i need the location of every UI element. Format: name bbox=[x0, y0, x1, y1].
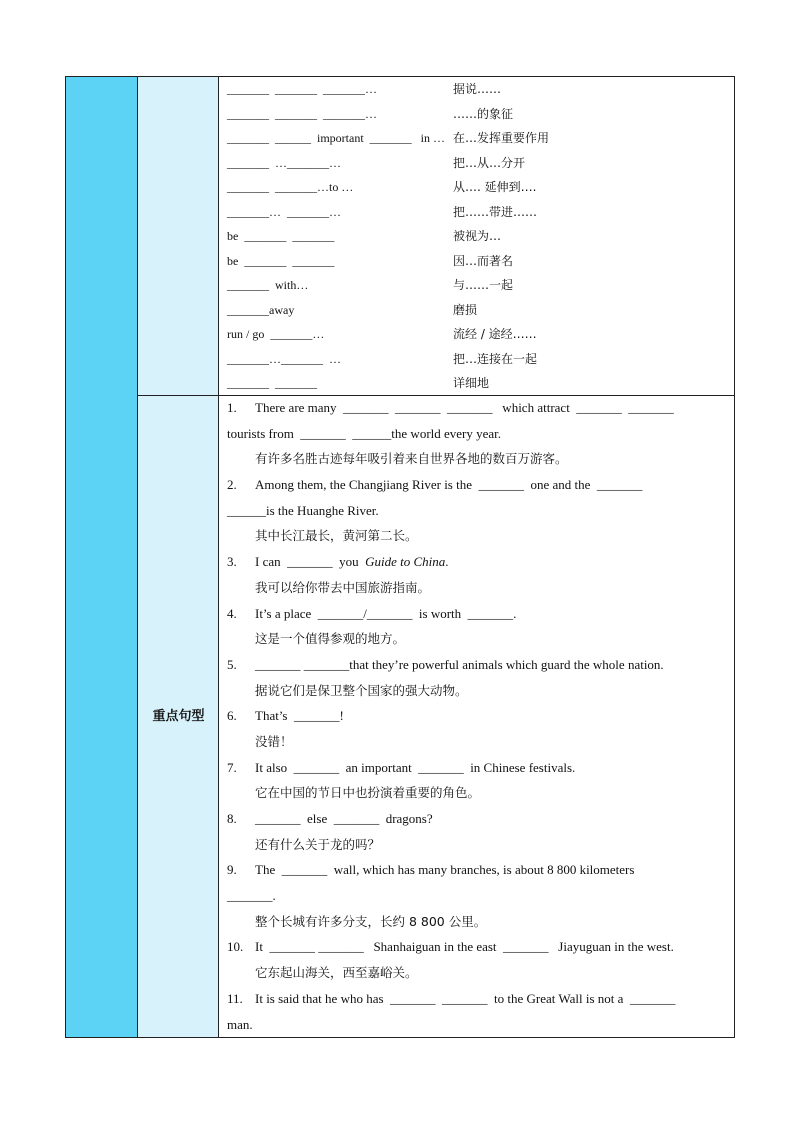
sentence-en: That’s _______! bbox=[255, 708, 344, 724]
sentence-number: 5. bbox=[227, 656, 237, 672]
phrase-row bbox=[227, 347, 727, 372]
phrase-cn: 从…. 延伸到…. bbox=[453, 180, 537, 194]
sentence-1 bbox=[227, 395, 727, 421]
phrase-row bbox=[227, 322, 727, 347]
phrase-row bbox=[227, 273, 727, 298]
phrase-cn: 因…而著名 bbox=[453, 253, 514, 268]
sentence-en: There are many _______ _______ _______ which attract _______ _______ bbox=[255, 400, 674, 415]
phrase-en: _______ …_______… bbox=[227, 155, 341, 170]
sentence-en: Among them, the Changjiang River is the _______ one and the _______ bbox=[255, 477, 643, 493]
phrase-row bbox=[227, 77, 727, 102]
phrase-en: _______…_______ … bbox=[227, 351, 341, 366]
category-column bbox=[66, 77, 138, 1037]
section-column bbox=[138, 77, 219, 1037]
phrase-en: run / go _______… bbox=[227, 327, 325, 341]
sentence-number: 7. bbox=[227, 759, 237, 775]
phrase-row bbox=[227, 224, 727, 249]
sentence-4-cn: 这是一个值得参观的地方。 bbox=[255, 631, 406, 647]
phrase-cn: 被视为… bbox=[453, 229, 502, 243]
sentence-tail: . bbox=[445, 554, 449, 570]
phrase-en: _______… _______… bbox=[227, 204, 341, 219]
worksheet-table bbox=[65, 76, 735, 1038]
sentence-5 bbox=[227, 652, 727, 678]
sentence-number: 11. bbox=[227, 990, 243, 1006]
phrase-row bbox=[227, 249, 727, 274]
phrase-cn: 在…发挥重要作用 bbox=[453, 131, 550, 145]
sentence-number: 8. bbox=[227, 811, 237, 826]
section-label-key-sentences: 重点句型 bbox=[152, 709, 205, 724]
phrase-en: _______ _______ _______… bbox=[227, 106, 377, 121]
sentence-number: 9. bbox=[227, 862, 237, 878]
sentence-1-cont: tourists from _______ ______the world every year. bbox=[227, 425, 502, 441]
sentence-2-cn: 其中长江最长，黄河第二长。 bbox=[255, 528, 418, 544]
phrase-en: _______away bbox=[227, 302, 295, 317]
sentence-8 bbox=[227, 806, 727, 832]
sentence-4 bbox=[227, 601, 727, 627]
phrase-cn: 流经 / 途经…… bbox=[453, 327, 537, 341]
sentence-3 bbox=[227, 549, 727, 575]
sentence-10 bbox=[227, 934, 727, 960]
sentence-number: 1. bbox=[227, 400, 237, 415]
phrase-row bbox=[227, 151, 727, 176]
sentence-7-cn: 它在中国的节日中也扮演着重要的角色。 bbox=[255, 785, 481, 801]
phrase-cn: 详细地 bbox=[453, 376, 490, 390]
phrase-cn: 把……带进…… bbox=[453, 204, 538, 219]
phrase-cn: ……的象征 bbox=[453, 106, 514, 121]
phrase-row bbox=[227, 102, 727, 127]
sentence-6-cn: 没错！ bbox=[255, 733, 293, 749]
phrase-row bbox=[227, 200, 727, 225]
phrase-en: be _______ _______ bbox=[227, 253, 335, 268]
sentence-11 bbox=[227, 986, 727, 1012]
sentence-9 bbox=[227, 857, 727, 883]
phrase-list bbox=[227, 77, 727, 396]
sentence-en: The _______ wall, which has many branches, is about 8 800 kilometers bbox=[255, 862, 635, 878]
sentence-en: _______ _______that they’re powerful animals which guard the whole nation. bbox=[255, 656, 664, 672]
sentence-10-cn: 它东起山海关，西至嘉峪关。 bbox=[255, 965, 418, 981]
sentence-11-cont: man. bbox=[227, 1016, 253, 1032]
sentence-8-cn: 还有什么关于龙的吗？ bbox=[255, 836, 381, 852]
sentence-9-cont: _______. bbox=[227, 888, 276, 904]
phrase-en: be _______ _______ bbox=[227, 229, 335, 243]
phrase-cn: 磨损 bbox=[453, 302, 478, 317]
phrase-en: _______ _______ _______… bbox=[227, 82, 377, 96]
sentence-number: 3. bbox=[227, 554, 237, 570]
sentence-number: 2. bbox=[227, 477, 237, 493]
phrase-cn: 把…连接在一起 bbox=[453, 351, 538, 366]
phrase-en: _______ _______ bbox=[227, 376, 317, 390]
phrase-cn: 与……一起 bbox=[453, 278, 514, 292]
phrase-cn: 据说…… bbox=[453, 82, 502, 96]
phrase-en: _______ ______ important _______ in … bbox=[227, 131, 445, 145]
sentence-6 bbox=[227, 703, 727, 729]
sentence-3-cn: 我可以给你带去中国旅游指南。 bbox=[255, 579, 431, 595]
sentence-en: It _______ _______ Shanhaiguan in the east _______ Jiayuguan in the west. bbox=[255, 939, 674, 955]
phrase-en: _______ with… bbox=[227, 278, 309, 292]
sentence-1-cn: 有许多名胜古迹每年吸引着来自世界各地的数百万游客。 bbox=[255, 451, 568, 467]
phrase-row bbox=[227, 371, 727, 396]
sentence-9-cn: 整个长城有许多分支，长约 8 800 公里。 bbox=[255, 913, 487, 929]
sentence-2 bbox=[227, 472, 727, 498]
sentence-2-cont: ______is the Huanghe River. bbox=[227, 502, 379, 518]
sentence-en: It is said that he who has _______ _______ to the Great Wall is not a _______ bbox=[255, 990, 676, 1006]
phrase-row bbox=[227, 126, 727, 151]
sentence-number: 6. bbox=[227, 708, 237, 724]
section-divider bbox=[138, 395, 219, 396]
sentence-en: It’s a place _______/_______ is worth _______. bbox=[255, 605, 517, 621]
phrase-row bbox=[227, 175, 727, 200]
book-title: Guide to China bbox=[365, 554, 446, 570]
sentence-en: _______ else _______ dragons? bbox=[255, 811, 433, 826]
sentence-number: 10. bbox=[227, 939, 244, 955]
phrase-en: _______ _______…to … bbox=[227, 180, 354, 194]
sentence-list bbox=[227, 395, 727, 1037]
sentence-5-cn: 据说它们是保卫整个国家的强大动物。 bbox=[255, 682, 468, 698]
sentence-7 bbox=[227, 755, 727, 781]
sentence-number: 4. bbox=[227, 605, 237, 621]
sentence-en: I can _______ you bbox=[255, 554, 366, 570]
phrase-row bbox=[227, 298, 727, 323]
sentence-en: It also _______ an important _______ in Chinese festivals. bbox=[255, 759, 576, 775]
phrase-cn: 把…从…分开 bbox=[453, 155, 526, 170]
